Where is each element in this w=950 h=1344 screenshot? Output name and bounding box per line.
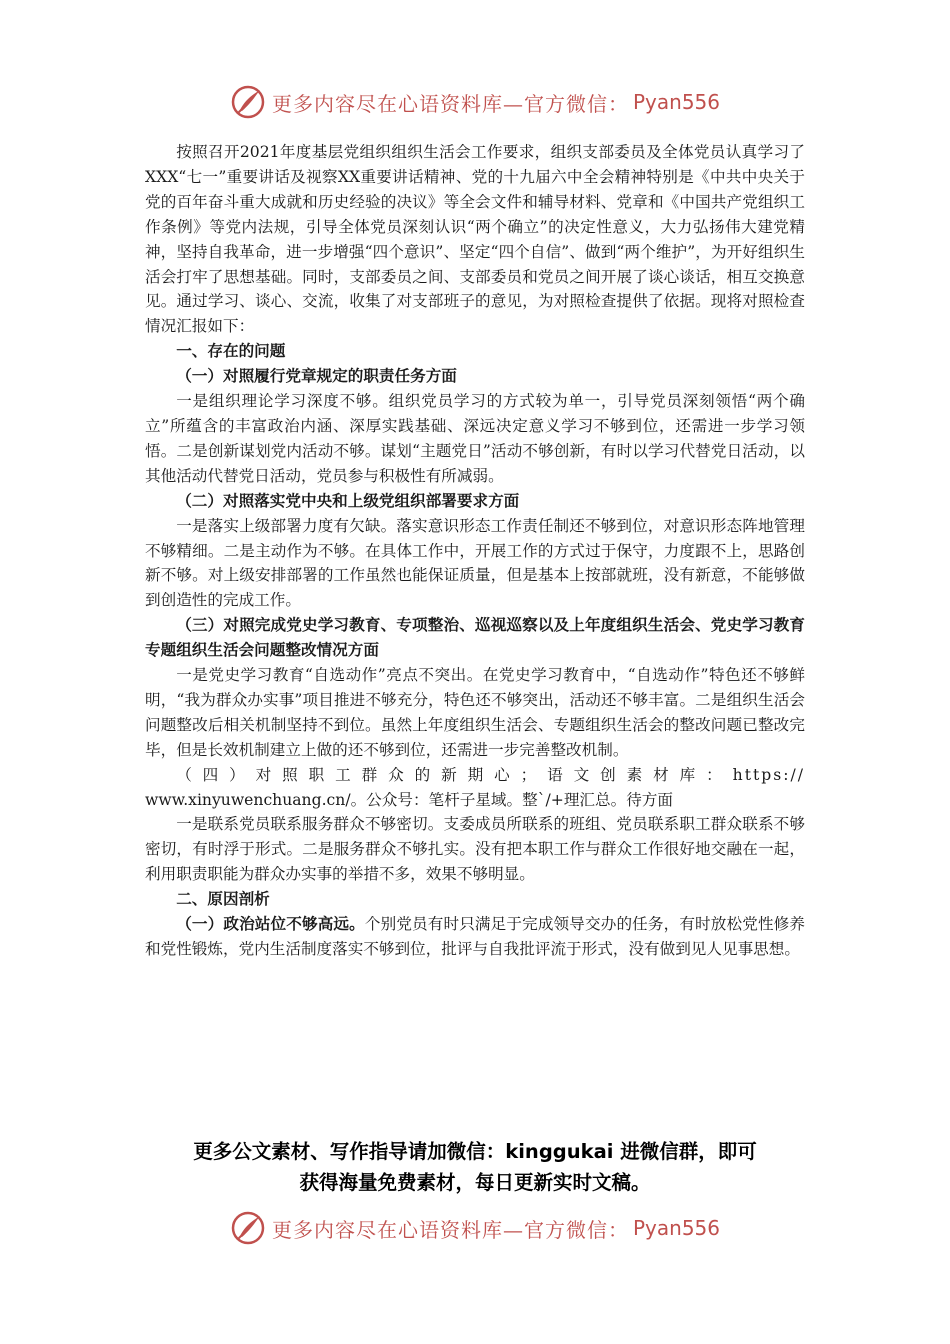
watermark-id: Pyan556 — [632, 1216, 720, 1240]
paragraph-5-text: 个别党员有时只满足于完成领导交办的任务，有时放松党性修养和党性锻炼，党内生活制度落实不够到位，批评与自我批评流于形式，没有做到见人见事思想。 — [145, 915, 805, 958]
promo-banner — [100, 1136, 850, 1198]
promo-line-1: 更多公文素材、写作指导请加微信：kinggukai 进微信群，即可 — [193, 1140, 757, 1163]
watermark-header — [0, 84, 950, 120]
subheading-4-line2: www.xinyuwenchuang.cn/。公众号：笔杆子星域。整`/+理汇总。待方面 — [145, 790, 673, 809]
watermark-text: 更多内容尽在心语资料库—官方微信： — [271, 1217, 629, 1242]
quill-logo-icon — [230, 84, 266, 120]
subheading-1: （一）对照履行党章规定的职责任务方面 — [176, 367, 457, 386]
paragraph-3: 一是党史学习教育“自选动作”亮点不突出。在党史学习教育中，“自选动作”特色还不够鲜明，“我为群众办实事”项目推进不够充分，特色还不够突出，活动还不够丰富。二是组织生活会问题整改后相关机制坚持不到位。虽然上年度组织生活会、专题组织生活会的整改问题已整改完毕，但是长效机制建立上做的还不够到位，还需进一步完善整改机制。 — [145, 666, 805, 759]
paragraph-2: 一是落实上级部署力度有欠缺。落实意识形态工作责任制还不够到位，对意识形态阵地管理不够精细。二是主动作为不够。在具体工作中，开展工作的方式过于保守，力度跟不上，思路创新不够。对上级安排部署的工作虽然也能保证质量，但是基本上按部就班，没有新意，不能够做到创造性的完成工作。 — [145, 516, 805, 610]
subheading-5: （一）政治站位不够高远。 — [176, 915, 365, 934]
watermark-id: Pyan556 — [632, 90, 720, 114]
section-heading-causes: 二、原因剖析 — [176, 890, 270, 909]
paragraph-5 — [145, 912, 805, 962]
intro-paragraph: 按照召开2021年度基层党组织组织生活会工作要求，组织支部委员及全体党员认真学习了XXX“七一”重要讲话及视察XX重要讲话精神、党的十九届六中全会精神特别是《中共中央关于党的百年奋斗重大成就和历史经验的决议》等全会文件和辅导材料、党章和《中国共产党组织工作条例》等党内法规，引导全体党员深刻认识“两个确立”的决定性意义，大力弘扬伟大建党精神，坚持自我革命，进一步增强“四个意识”、坚定“四个自信”、做到“两个维护”，为开好组织生活会打牢了思想基础。同时，支部委员之间、支部委员和党员之间开展了谈心谈话，相互交换意见。通过学习、谈心、交流，收集了对支部班子的意见，为对照检查提供了依据。现将对照检查情况汇报如下： — [145, 143, 805, 336]
subheading-3: （三）对照完成党史学习教育、专项整治、巡视巡察以及上年度组织生活会、党史学习教育专题组织生活会问题整改情况方面 — [145, 616, 805, 660]
promo-line-2: 获得海量免费素材，每日更新实时文稿。 — [299, 1171, 651, 1194]
paragraph-4: 一是联系党员联系服务群众不够密切。支委成员所联系的班组、党员联系职工群众联系不够密切，有时浮于形式。二是服务群众不够扎实。没有把本职工作与群众工作很好地交融在一起，利用职责职能为群众办实事的举措不多，效果不够明显。 — [145, 815, 805, 884]
subheading-2: （二）对照落实党中央和上级党组织部署要求方面 — [176, 491, 520, 510]
paragraph-1: 一是组织理论学习深度不够。组织党员学习的方式较为单一，引导党员深刻领悟“两个确立”所蕴含的丰富政治内涵、深厚实践基础、深远决定意义学习不够到位，还需进一步学习领悟。二是创新谋划党内活动不够。谋划“主题党日”活动不够创新，有时以学习代替党日活动，以其他活动代替党日活动，党员参与积极性有所减弱。 — [145, 392, 805, 485]
subheading-4-line1: （四）对照职工群众的新期心；语文创素材库：https:// — [176, 765, 805, 784]
quill-logo-icon — [230, 1210, 266, 1246]
document-body — [145, 140, 805, 962]
section-heading-problems: 一、存在的问题 — [176, 342, 286, 361]
watermark-text: 更多内容尽在心语资料库—官方微信： — [271, 91, 629, 116]
watermark-footer — [0, 1210, 950, 1246]
